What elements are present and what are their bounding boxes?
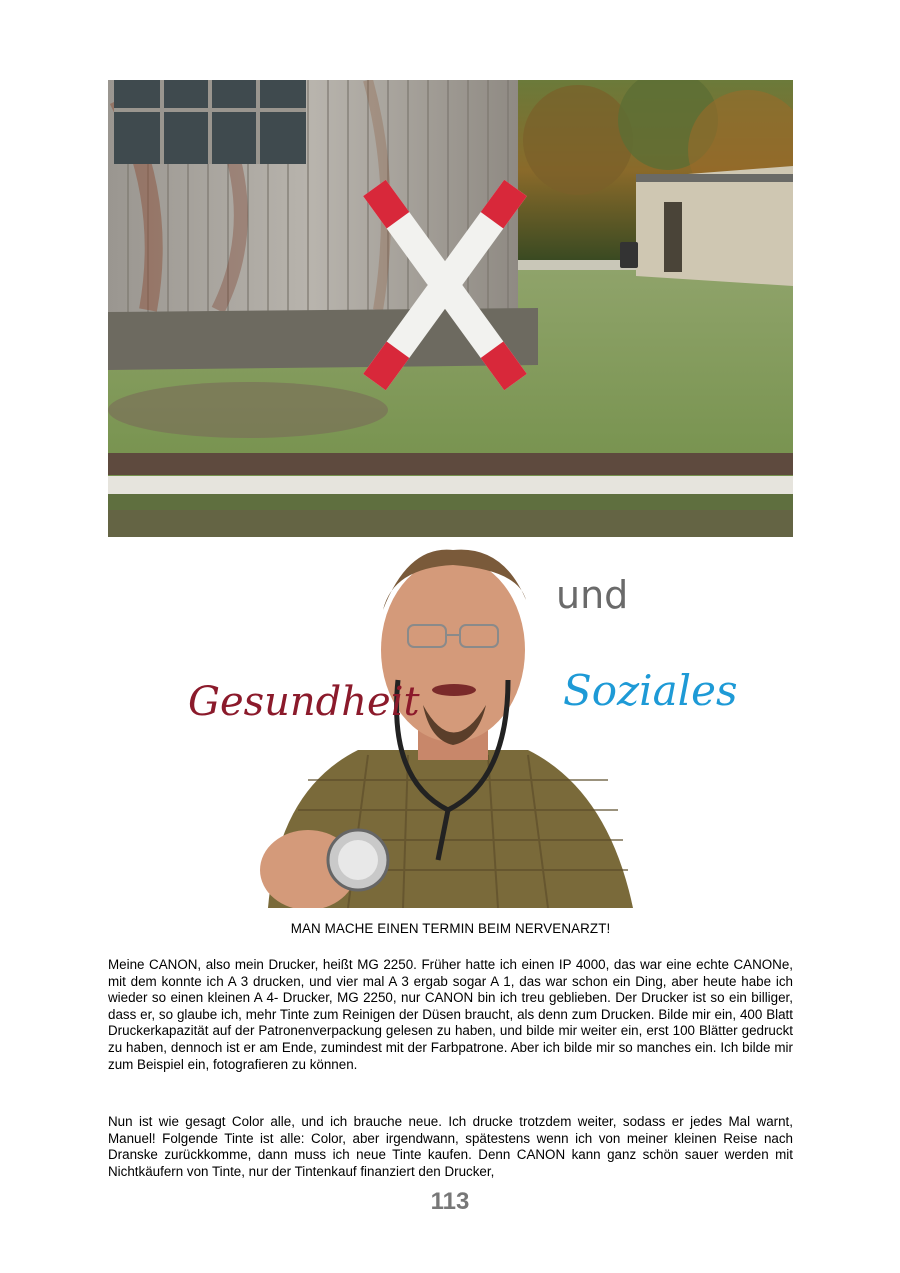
handwriting-und: und	[556, 573, 629, 617]
photo-portrait-stethoscope	[108, 540, 793, 908]
photo-railway-crossing	[108, 80, 793, 537]
handwriting-gesundheit: Gesundheit	[188, 679, 420, 725]
paragraph-2: Nun ist wie gesagt Color alle, und ich brauche neue. Ich drucke trotzdem weiter, sodass er jedes Mal warnt, Manuel! Folgende Tinte ist alle: Color, aber irgendwann, spätestens wenn ich von meiner kleinen Reise nach Dranske zurückkomme, dann muss ich neue Tinte kaufen. Denn CANON kann ganz schön sauer werden mit Nichtkäufern von Tinte, nur der Tintenkauf finanziert den Drucker,	[108, 1114, 793, 1179]
paragraph-1: Meine CANON, also mein Drucker, heißt MG 2250. Früher hatte ich einen IP 4000, das war eine echte CANONe, mit dem konnte ich A 3 drucken, und vier mal A 3 ergab sogar A 1, das war schon ein Ding, aber heute habe ich wieder so einen kleinen A 4- Drucker, MG 2250, nur CANON bin ich treu geblieben. Der Drucker ist so ein billiger, dass er, so glaube ich, mehr Tinte zum Reinigen der Düsen braucht, als denn zum Drucken. Bilde mir ein, 400 Blatt Druckerkapazität auf der Patronenverpackung gelesen zu haben, und bilde mir weiter ein, erst 100 Blätter gedruckt zu haben, dennoch ist er am Ende, zumindest mit der Farbpatrone. Aber ich bilde mir so manches ein. Ich bilde mir zum Beispiel ein, fotografieren zu können.	[108, 957, 793, 1072]
headline: MAN MACHE EINEN TERMIN BEIM NERVENARZT!	[290, 921, 611, 936]
handwriting-soziales: Soziales	[563, 666, 738, 715]
page-number: 113	[430, 1188, 470, 1215]
